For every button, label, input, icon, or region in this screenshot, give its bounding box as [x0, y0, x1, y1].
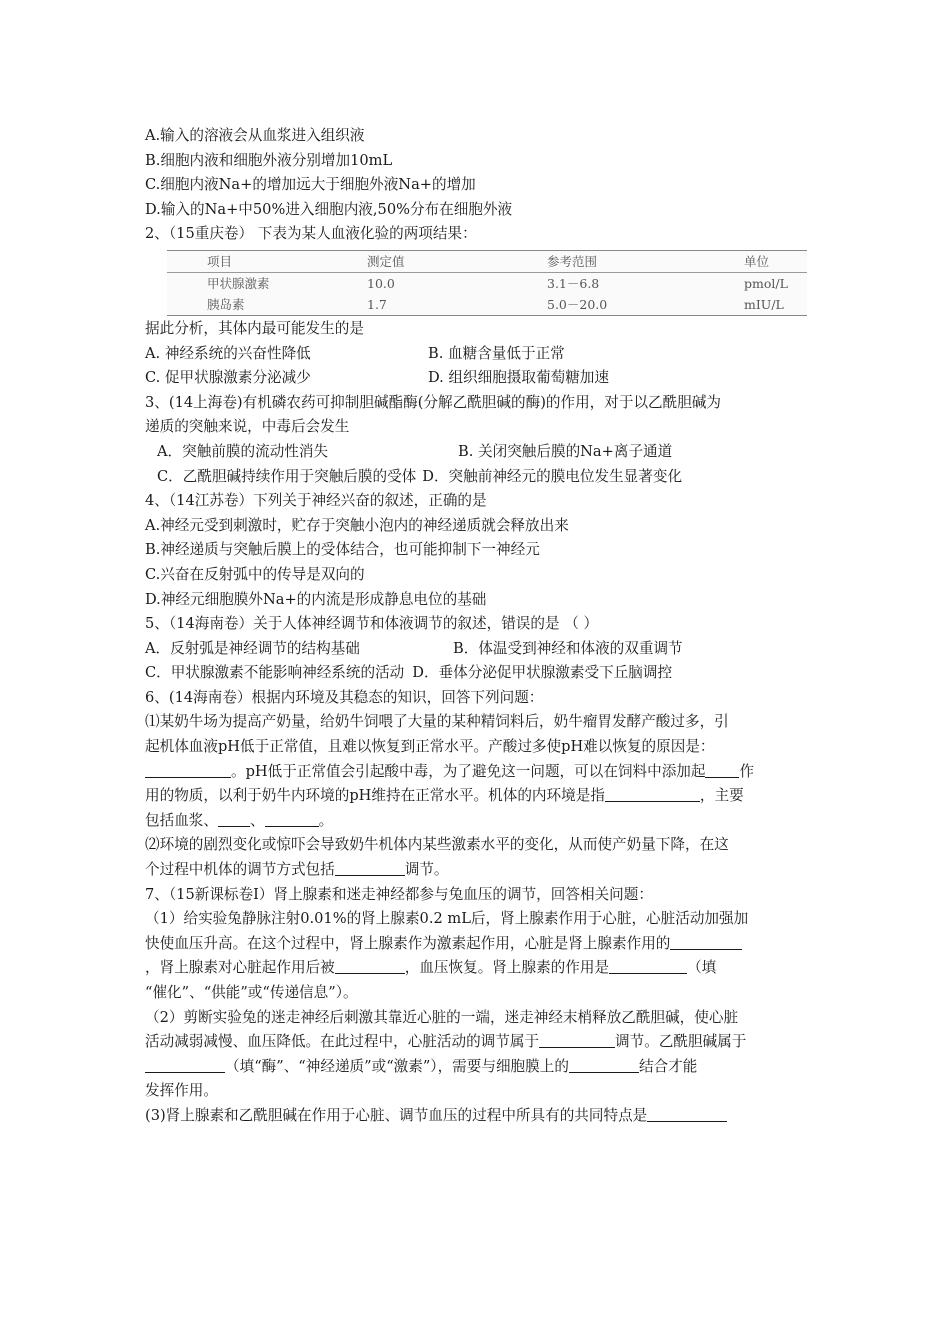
q3-option-d: D．突触前神经元的膜电位发生显著变化 — [422, 467, 683, 485]
table-cell: 10.0 — [367, 275, 395, 291]
table-header: 测定值 — [367, 254, 405, 270]
q4-option-c: C.兴奋在反射弧中的传导是双向的 — [145, 565, 365, 583]
table-cell: 胰岛素 — [207, 297, 245, 313]
table-row — [167, 294, 807, 316]
text-segment: ，主要 — [699, 787, 744, 805]
q6-part1-line-1: ⑴某奶牛场为提高产奶量，给奶牛饲喂了大量的某种精饲料后，奶牛瘤胃发酵产酸过多，引 — [145, 713, 729, 731]
q3-stem-line-1: 3、(14上海卷)有机磷农药可抑制胆碱酯酶(分解乙酰胆碱的酶)的作用，对于以乙酰胆碱为 — [145, 393, 722, 411]
q5-option-a: A．反射弧是神经调节的结构基础 — [145, 639, 360, 657]
q7-part1-line-4: “催化”、“供能”或“传递信息”）。 — [145, 984, 358, 1001]
text-segment: 活动减弱减慢、血压降低。在此过程中，心脏活动的调节属于 — [145, 1033, 540, 1051]
q2-options-row-1 — [145, 342, 815, 367]
q7-part2-line-1: （2）剪断实验兔的迷走神经后刺激其靠近心脏的一端，迷走神经末梢释放乙酰胆碱，使心脏 — [145, 1008, 739, 1026]
q6-part1-line-5 — [145, 809, 815, 834]
q3-option-b: B. 关闭突触后膜的Na+离子通道 — [458, 442, 673, 460]
q4-stem: 4、（14江苏卷）下列关于神经兴奋的叙述，正确的是 — [145, 492, 487, 510]
q2-option-b: B. 血糖含量低于正常 — [428, 344, 565, 362]
table-cell: 1.7 — [367, 296, 387, 312]
q5-option-c: C．甲状腺激素不能影响神经系统的活动 — [145, 664, 405, 682]
q6-part1-line-3 — [145, 760, 815, 785]
q2-option-d: D. 组织细胞摄取葡萄糖加速 — [428, 369, 609, 387]
q1-option-c: C.细胞内液Na+的增加远大于细胞外液Na+的增加 — [145, 176, 476, 194]
q4-option-a: A.神经元受到刺激时，贮存于突触小泡内的神经递质就会释放出来 — [145, 516, 569, 534]
q5-stem: 5、（14海南卷）关于人体神经调节和体液调节的叙述，错误的是 （ ） — [145, 615, 599, 633]
q3-options-row-1 — [145, 440, 815, 465]
q2-stem: 2、（15重庆卷） 下表为某人血液化验的两项结果： — [145, 225, 477, 243]
table-row — [167, 272, 807, 294]
answer-blank[interactable] — [609, 958, 687, 974]
q7-part1-line-2 — [145, 932, 815, 957]
table-header-row — [167, 250, 807, 272]
q7-part3-line-1 — [145, 1104, 815, 1129]
q7-part1-line-3 — [145, 956, 815, 981]
text-segment: ，肾上腺素对心脏起作用后被 — [145, 959, 335, 977]
blood-test-table — [167, 250, 807, 316]
text-segment: 个过程中机体的调节方式包括 — [145, 861, 335, 879]
text-segment: 、 — [249, 811, 265, 829]
table-header: 参考范围 — [547, 254, 598, 270]
text-segment: 。pH低于正常值会引起酸中毒，为了避免这一问题，可以在饲料中添加起 — [231, 762, 706, 780]
document-page — [145, 124, 815, 1129]
text-segment: 快使血压升高。在这个过程中，肾上腺素作为激素起作用，心脏是肾上腺素作用的 — [145, 934, 671, 952]
q7-part2-line-2 — [145, 1030, 815, 1055]
q2-option-a: A. 神经系统的兴奋性降低 — [145, 344, 311, 362]
table-header: 项目 — [207, 254, 233, 270]
answer-blank[interactable] — [539, 1032, 615, 1048]
answer-blank[interactable] — [218, 811, 250, 827]
table-cell: 甲状腺激素 — [207, 276, 270, 292]
text-segment: (3)肾上腺素和乙酰胆碱在作用于心脏、调节血压的过程中所具有的共同特点是 — [145, 1106, 648, 1124]
q4-option-d: D.神经元细胞膜外Na+的内流是形成静息电位的基础 — [145, 590, 487, 608]
answer-blank[interactable] — [335, 860, 405, 876]
q6-part2-line-1: ⑵环境的剧烈变化或惊吓会导致奶牛机体内某些激素水平的变化，从而使产奶量下降，在这 — [145, 836, 729, 854]
q2-table-wrapper — [145, 247, 815, 317]
q1-option-b: B.细胞内液和细胞外液分别增加10mL — [145, 151, 393, 169]
answer-blank[interactable] — [705, 762, 739, 778]
answer-blank[interactable] — [335, 958, 405, 974]
q6-stem: 6、(14海南卷）根据内环境及其稳态的知识，回答下列问题： — [145, 688, 544, 706]
q3-options-row-2 — [145, 465, 815, 490]
q5-option-d: D．垂体分泌促甲状腺激素受下丘脑调控 — [412, 664, 673, 682]
text-segment: ，血压恢复。肾上腺素的作用是 — [404, 959, 610, 977]
q1-option-a: A.输入的溶液会从血浆进入组织液 — [145, 127, 365, 144]
answer-blank[interactable] — [569, 1057, 639, 1073]
q1-option-d: D.输入的Na+中50%进入细胞内液,50%分布在细胞外液 — [145, 200, 513, 218]
answer-blank[interactable] — [145, 1057, 225, 1073]
q6-part1-line-4 — [145, 784, 815, 809]
text-segment: 调节。 — [404, 861, 449, 879]
q7-stem: 7、（15新课标卷Ⅰ）肾上腺素和迷走神经都参与兔血压的调节，回答相关问题： — [145, 885, 653, 903]
q5-options-row-2 — [145, 661, 815, 686]
q2-prompt: 据此分析，其体内最可能发生的是 — [145, 319, 364, 337]
q5-option-b: B．体温受到神经和体液的双重调节 — [453, 639, 683, 657]
table-cell: pmol/L — [744, 275, 788, 291]
q3-option-a: A．突触前膜的流动性消失 — [157, 442, 329, 460]
q3-option-c: C．乙酰胆碱持续作用于突触后膜的受体 — [157, 467, 417, 485]
table-cell: 3.1－6.8 — [547, 276, 600, 292]
table-header: 单位 — [744, 254, 770, 270]
answer-blank[interactable] — [670, 934, 742, 950]
text-segment: （填 — [687, 959, 717, 977]
q2-option-c: C. 促甲状腺激素分泌减少 — [145, 369, 311, 387]
q7-part2-line-3 — [145, 1055, 815, 1080]
q7-part2-line-4: 发挥作用。 — [145, 1082, 218, 1100]
answer-blank[interactable] — [145, 762, 231, 778]
q6-part2-line-2 — [145, 858, 815, 883]
text-segment: （填“酶”、“神经递质”或“激素”），需要与细胞膜上的 — [225, 1057, 569, 1075]
text-segment: 结合才能 — [638, 1057, 698, 1075]
q2-options-row-2 — [145, 366, 815, 391]
table-cell: mIU/L — [744, 296, 784, 312]
text-segment: 调节。乙酰胆碱属于 — [615, 1033, 747, 1051]
q5-options-row-1 — [145, 637, 815, 662]
q3-stem-line-2: 递质的突触来说，中毒后会发生 — [145, 418, 350, 436]
q4-option-b: B.神经递质与突触后膜上的受体结合，也可能抑制下一神经元 — [145, 541, 540, 559]
answer-blank[interactable] — [647, 1106, 727, 1122]
q6-part1-line-2: 起机体血液pH低于正常值，且难以恢复到正常水平。产酸过多使pH难以恢复的原因是： — [145, 738, 715, 756]
table-cell: 5.0－20.0 — [547, 297, 608, 313]
text-segment: 。 — [318, 811, 334, 829]
text-segment: 包括血浆、 — [145, 811, 218, 829]
text-segment: 作 — [739, 762, 755, 780]
text-segment: 用的物质，以利于奶牛内环境的pH维持在正常水平。机体的内环境是指 — [145, 787, 605, 805]
q7-part1-line-1: （1）给实验兔静脉注射0.01%的肾上腺素0.2 mL后，肾上腺素作用于心脏，心脏活动加强加 — [145, 910, 749, 928]
answer-blank[interactable] — [605, 786, 700, 802]
answer-blank[interactable] — [265, 811, 319, 827]
